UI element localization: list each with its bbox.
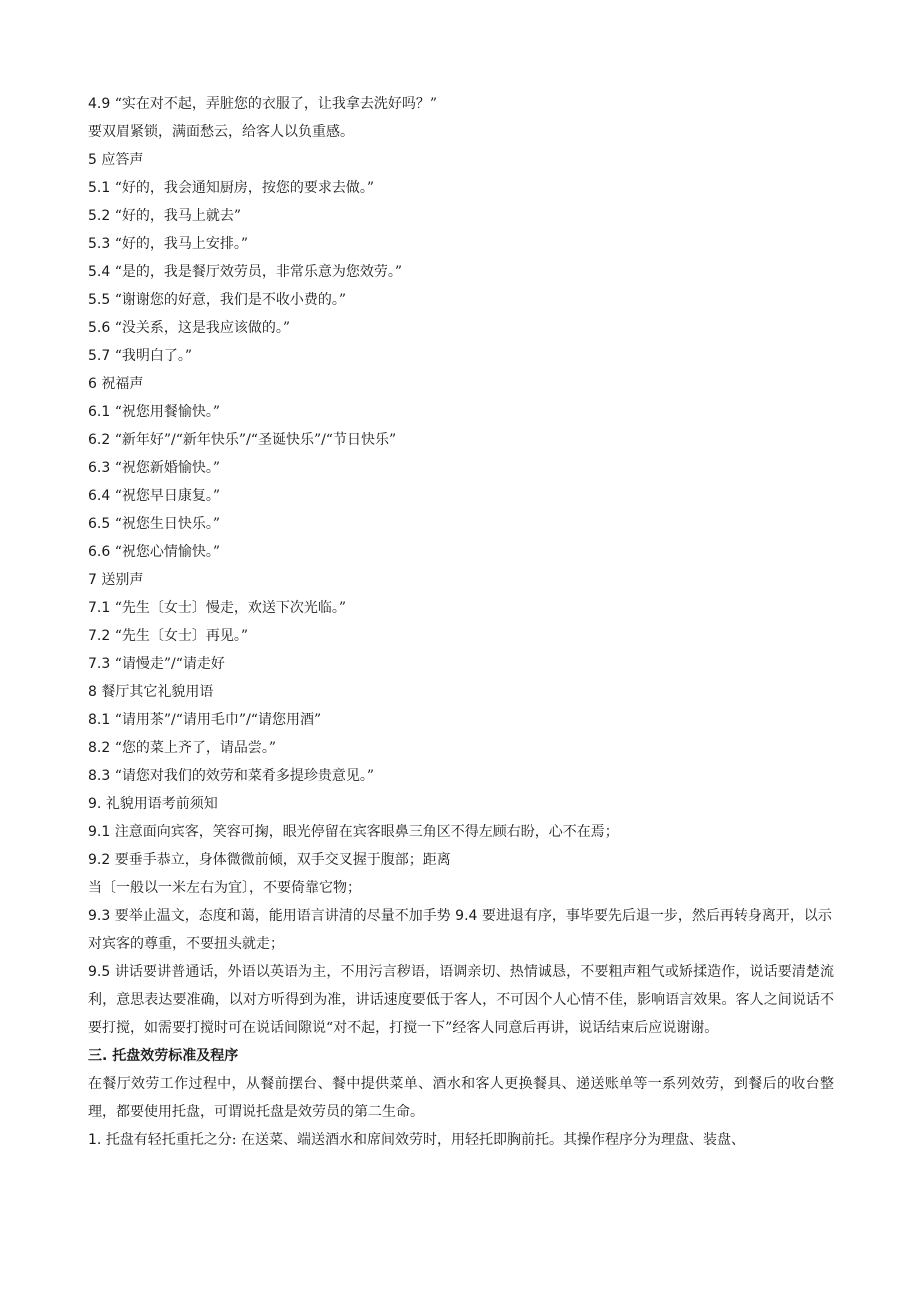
item-text: “请用茶”/“请用毛巾”/“请您用酒” xyxy=(114,712,322,728)
item-text: 当〔一般以一米左右为宜〕，不要倚靠它物； xyxy=(88,880,361,896)
text-line xyxy=(88,146,834,174)
item-text: “新年好”/“新年快乐”/“圣诞快乐”/“节日快乐” xyxy=(114,432,397,448)
item-text: “请您对我们的效劳和菜肴多提珍贵意见。” xyxy=(114,768,375,784)
text-line xyxy=(88,622,834,650)
text-line xyxy=(88,118,834,146)
item-number: 6.6 xyxy=(88,544,111,560)
item-text: “请慢走”/“请走好 xyxy=(114,656,225,672)
item-text: “先生〔女士〕慢走，欢送下次光临。” xyxy=(114,600,347,616)
item-text: “好的，我马上就去” xyxy=(114,208,242,224)
item-number: 6.5 xyxy=(88,516,111,532)
text-line xyxy=(88,482,834,510)
text-line xyxy=(88,314,834,342)
item-text: “好的，我马上安排。” xyxy=(114,236,249,252)
item-number: 8.1 xyxy=(88,712,111,728)
text-line xyxy=(88,258,834,286)
item-text: “祝您心情愉快。” xyxy=(114,544,221,560)
text-line xyxy=(88,510,834,538)
text-line xyxy=(88,594,834,622)
text-line xyxy=(88,202,834,230)
item-text: 送别声 xyxy=(101,572,144,588)
item-text: “实在对不起，弄脏您的衣服了，让我拿去洗好吗？” xyxy=(114,96,438,112)
item-number: 4.9 xyxy=(88,96,111,112)
document-page xyxy=(88,90,834,1154)
item-number: 5 xyxy=(88,152,97,168)
text-line xyxy=(88,818,834,846)
item-text: 要双眉紧锁，满面愁云，给客人以负重感。 xyxy=(88,124,354,140)
item-text: “谢谢您的好意，我们是不收小费的。” xyxy=(114,292,347,308)
section-item-1 xyxy=(88,1126,834,1154)
item-text: “没关系，这是我应该做的。” xyxy=(114,320,291,336)
item-number: 7.2 xyxy=(88,628,111,644)
item-number: 5.6 xyxy=(88,320,111,336)
phrase-list xyxy=(88,90,834,902)
item-text: “祝您用餐愉快。” xyxy=(114,404,221,420)
item-number: 7 xyxy=(88,572,97,588)
item-text: 祝福声 xyxy=(101,376,144,392)
section-heading: 三. 托盘效劳标准及程序 xyxy=(88,1048,239,1064)
text-line xyxy=(88,790,834,818)
item-number: 6 xyxy=(88,376,97,392)
item-number: 1. xyxy=(88,1132,102,1148)
item-text: 讲话要讲普通话，外语以英语为主，不用污言秽语，语调亲切、热情诚恳，不要粗声粗气或矫揉造作，说话要清楚流利，意思表达要准确，以对方听得到为准，讲话速度要低于客人，不可因个人心情不佳，影响语言效果。客人之间说话不要打搅，如需要打搅时可在说话间隙说“对不起，打搅一下”经客人同意后再讲，说话结束后应说谢谢。 xyxy=(88,964,835,1036)
item-text: 礼貌用语考前须知 xyxy=(105,796,218,812)
item-text: “我明白了。” xyxy=(114,348,193,364)
text-line xyxy=(88,650,834,678)
text-line xyxy=(88,734,834,762)
item-text: 要举止温文，态度和蔼，能用语言讲清的尽量不加手势 xyxy=(114,908,451,924)
text-line xyxy=(88,286,834,314)
item-number: 5.4 xyxy=(88,264,111,280)
text-line xyxy=(88,454,834,482)
text-line xyxy=(88,174,834,202)
item-number: 5.1 xyxy=(88,180,111,196)
item-number: 9.1 xyxy=(88,824,111,840)
item-text: 要进退有序，事毕要先后退一步，然后再转身离开，以示 xyxy=(481,908,832,924)
item-number: 6.3 xyxy=(88,460,111,476)
item-number: 9.3 xyxy=(88,908,111,924)
text-line xyxy=(88,538,834,566)
text-line: 对宾客的尊重，不要扭头就走； xyxy=(88,936,284,952)
item-number: 6.1 xyxy=(88,404,111,420)
item-text: “您的菜上齐了，请品尝。” xyxy=(114,740,277,756)
item-number: 8 xyxy=(88,684,97,700)
item-text: “祝您早日康复。” xyxy=(114,488,221,504)
text-line xyxy=(88,706,834,734)
text-line xyxy=(88,566,834,594)
item-text: “是的，我是餐厅效劳员，非常乐意为您效劳。” xyxy=(114,264,403,280)
text-line xyxy=(88,342,834,370)
text-line xyxy=(88,846,834,874)
text-line xyxy=(88,426,834,454)
text-line xyxy=(88,874,834,902)
item-number: 8.3 xyxy=(88,768,111,784)
item-number: 5.3 xyxy=(88,236,111,252)
item-number: 7.3 xyxy=(88,656,111,672)
item-number: 6.4 xyxy=(88,488,111,504)
item-number: 5.5 xyxy=(88,292,111,308)
text-line xyxy=(88,230,834,258)
item-number: 7.1 xyxy=(88,600,111,616)
text-line xyxy=(88,90,834,118)
item-number: 8.2 xyxy=(88,740,111,756)
text-line xyxy=(88,398,834,426)
paragraph-9-5 xyxy=(88,958,834,1042)
item-number: 9.5 xyxy=(88,964,111,980)
item-number: 5.7 xyxy=(88,348,111,364)
item-number: 9.2 xyxy=(88,852,111,868)
item-text: “祝您新婚愉快。” xyxy=(114,460,221,476)
text-line xyxy=(88,678,834,706)
item-text: 应答声 xyxy=(101,152,144,168)
item-number: 9. xyxy=(88,796,102,812)
item-text: 要垂手恭立，身体微微前倾，双手交叉握于腹部；距离 xyxy=(114,852,451,868)
paragraph-9-3 xyxy=(88,902,834,930)
item-text: 注意面向宾客，笑容可掬，眼光停留在宾客眼鼻三角区不得左顾右盼，心不在焉； xyxy=(114,824,619,840)
section-intro: 在餐厅效劳工作过程中，从餐前摆台、餐中提供菜单、酒水和客人更换餐具、递送账单等一系列效劳，到餐后的收台整理，都要使用托盘，可谓说托盘是效劳员的第二生命。 xyxy=(88,1076,834,1120)
item-text: “好的，我会通知厨房，按您的要求去做。” xyxy=(114,180,375,196)
item-text: “先生〔女士〕再见。” xyxy=(114,628,249,644)
item-text: 餐厅其它礼貌用语 xyxy=(101,684,214,700)
text-line xyxy=(88,370,834,398)
item-number: 5.2 xyxy=(88,208,111,224)
item-text: “祝您生日快乐。” xyxy=(114,516,221,532)
item-text: 托盘有轻托重托之分: 在送菜、端送酒水和席间效劳时，用轻托即胸前托。其操作程序分为理盘、装盘、 xyxy=(105,1132,745,1148)
item-number: 6.2 xyxy=(88,432,111,448)
text-line xyxy=(88,762,834,790)
item-number: 9.4 xyxy=(455,908,478,924)
